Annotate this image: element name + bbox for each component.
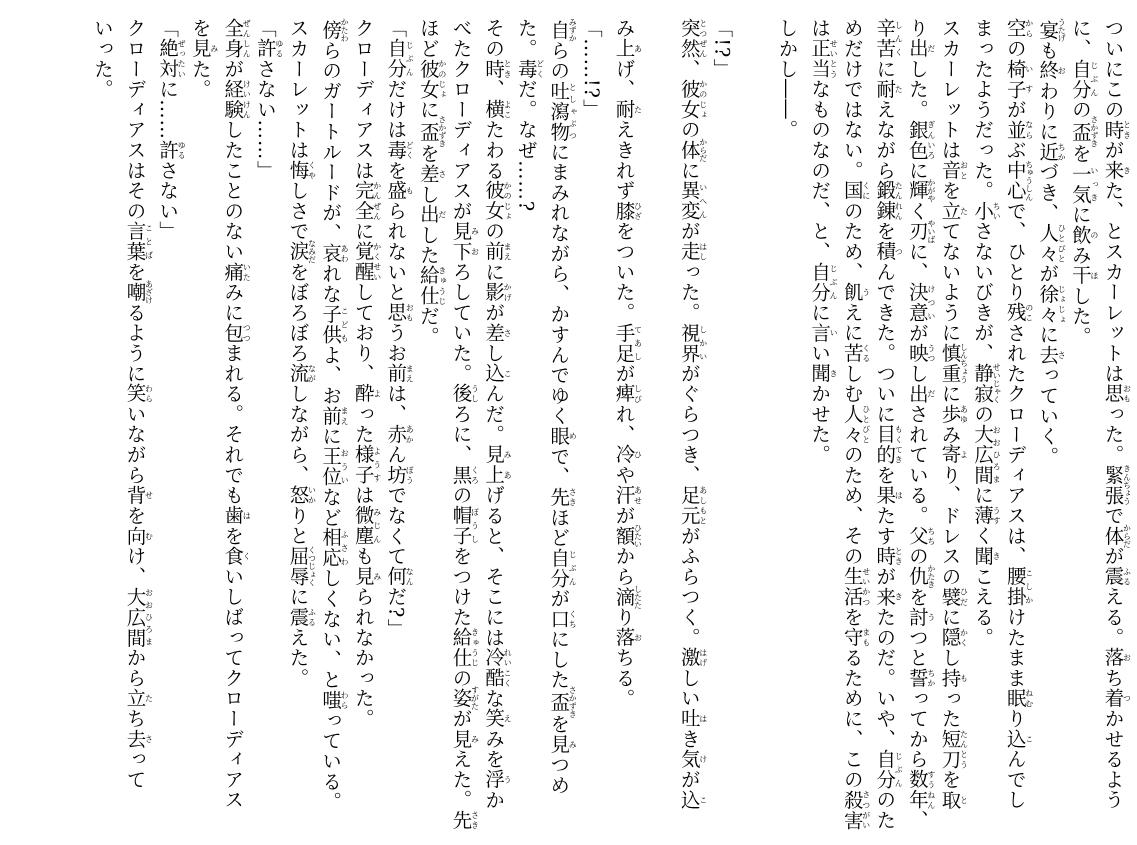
text-line: 「絶対ぜったいに……許ゆるさない」 — [156, 18, 187, 242]
text-line: スカーレットは音おとを立たてないように慎重しんちょうに歩あゆみ寄より、ドレスの襞ひだに隠かくし持もった短刀たんとうを取と — [938, 18, 969, 810]
text-line: 「許ゆるさない……」 — [253, 18, 284, 181]
text-line: いった。 — [90, 18, 114, 100]
text-line: その時とき、横よこたわる彼女かのじょの前まえに影かげが差さし込こんだ。見上みあげると、そこには冷酷れいこくな笑えみを浮うか — [482, 18, 513, 810]
text-line: めだけではない。国くにのため、飢うえに苦くるしむ人々ひとびとのため、その生活せいかつを守まもるために、この殺害さつがい — [840, 18, 871, 831]
text-line: クローディアスはその言葉ことばを嘲あざけるように笑わらいながら背せを向むけ、大広間おおひろまから立たち去さって — [123, 18, 154, 790]
text-line: 全身ぜんしんが経験けいけんしたことのない痛いたみに包つつまれる。それでも歯はを食くいしばってクローディアス — [221, 18, 252, 810]
text-line: べたクローディアスが見下みおろしていた。後うしろに、黒くろの帽子ぼうしをつけた給仕きゅうじの姿すがたが見みえた。先さき — [449, 18, 480, 831]
text-line: 空からの椅子いすが並ならぶ中心ちゅうしんで、ひとり残のこされたクローディアスは、腰掛こしかけたまま眠ねむり込こんでし — [1003, 18, 1034, 810]
text-line: 「!?」 — [710, 18, 734, 79]
text-line: 自みずからの吐瀉物としゃぶつにまみれながら、かすんでゆく眼めで、先さきほど自分じぶんが口くちにした盃さかずきを見みつめ — [547, 18, 578, 796]
text-line: まったようだった。小ちいさないびきが、静寂せいじゃくの大広間おおひろまに薄うすく聞きこえる。 — [971, 18, 1002, 648]
text-line: 辛苦しんくに耐たえながら鍛錬たんれんを積つんできた。ついに目的もくてきを果はたす時ときが来きたのだ。いや、自分じぶんのた — [873, 18, 904, 831]
text-line: 突然とつぜん、彼女かのじょの体からだに異変いへんが走はしった。視界しかいがぐらつき、足元あしもとがふらつく。激はげしい吐はき気けが込こ — [677, 18, 708, 810]
text-line: クローディアスは完全かんぜんに覚醒かくせいしており、酔よった様子ようすは微塵みじんも見みられなかった。 — [351, 18, 382, 729]
text-line: 傍かたわらのガートルードが、哀あわれな子供こどもよ、お前まえに王位おういなど相応ふさわしくない、と嗤わらっている。 — [319, 18, 350, 812]
text-line: 「自分じぶんだけは毒どくを盛もられないと思おもうお前まえは、赤あかん坊ぼうでなくて何なんだ?」 — [384, 18, 415, 639]
text-line: スカーレットは悔くやしさで涙なみだをぼろぼろ流ながしながら、怒いかりと屈辱くつじょくに震ふるえた。 — [286, 18, 317, 689]
text-line: ほど彼女かのじょに盃さかずきを差さし出だした給仕きゅうじだ。 — [416, 18, 447, 347]
text-line: は正当せいとうなものなのだ、と、自分じぶんに言いい聞きかせた。 — [808, 18, 839, 465]
text-line: 「……!?」 — [579, 18, 603, 120]
text-line: 宴うたげも終おわりに近ちかづき、人々ひとびとが徐々じょじょに去さっていく。 — [1036, 18, 1067, 467]
text-line: た。毒どくだ。なぜ……? — [514, 18, 545, 212]
text-line: み上あげ、耐たえきれず膝ひざをついた。手足てあしが痺しびれ、冷ひや汗あせが額ひたいから滴したたり落おちる。 — [612, 18, 643, 709]
text-line: ついにこの時ときが来きた、とスカーレットは思おもった。緊張きんちょうで体からだが震ふるえる。落おち着つかせるよう — [1101, 18, 1132, 810]
text-line: に、自分じぶんの盃さかずきを一気いっきに飲のみ干ほした。 — [1068, 18, 1099, 347]
text-line: しかし――。 — [775, 18, 799, 140]
text-line: を見みた。 — [188, 18, 219, 100]
text-line: り出だした。銀色ぎんいろに輝かがやく刃やいばに、決意けついが映うつし出だされている。父ちちの仇かたきを討うつと誓ちかってから数年すうねん、 — [905, 18, 936, 831]
